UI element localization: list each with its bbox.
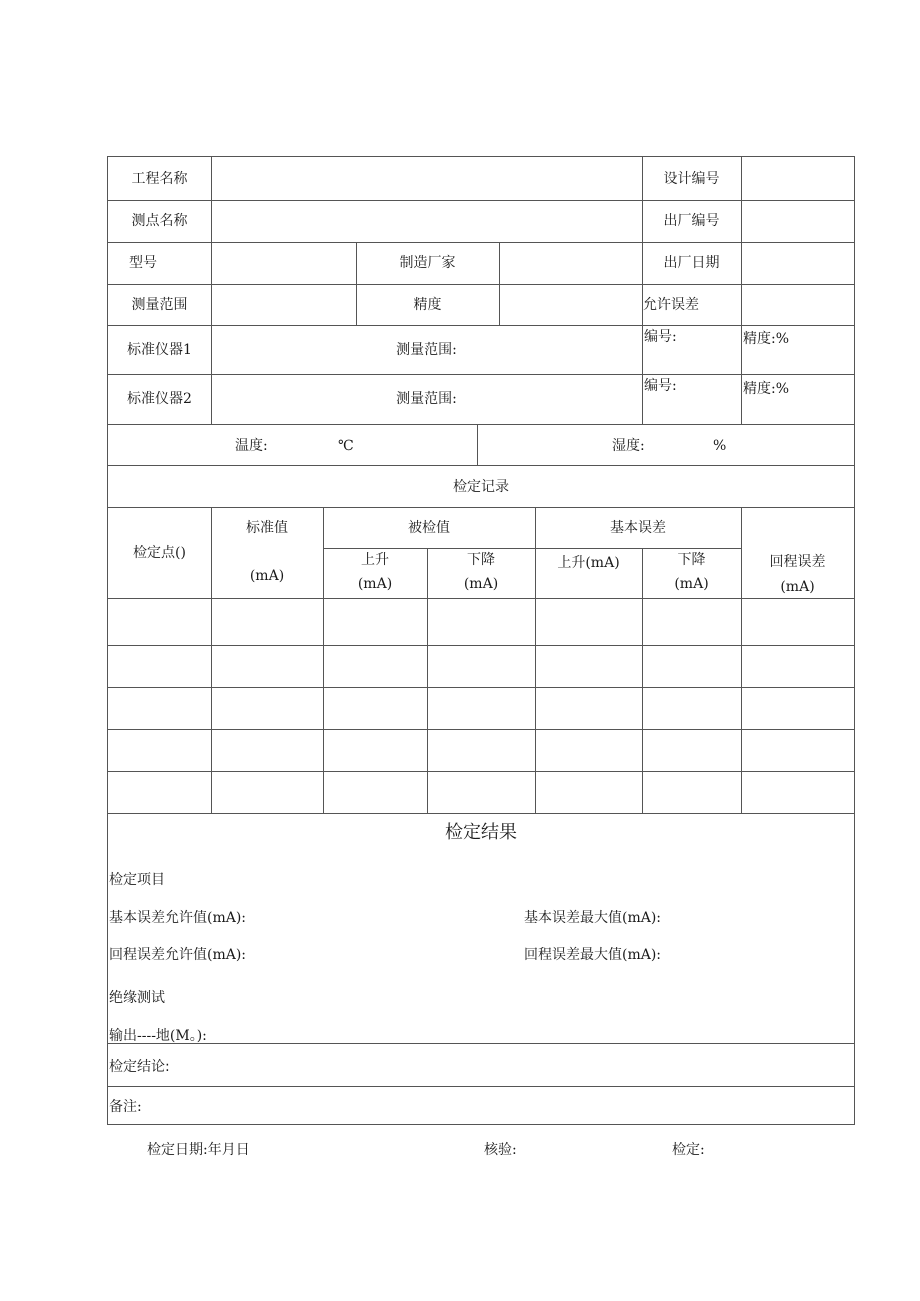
manufacturer-label: 制造厂家 <box>399 255 456 271</box>
tested-down-unit: (mA) <box>463 576 499 592</box>
col-divider <box>211 325 212 424</box>
insulation-heading: 绝缘测试 <box>109 990 165 1006</box>
col-divider <box>477 424 478 465</box>
tested-down-header: 下降 <box>467 552 495 568</box>
remark-label: 备注: <box>109 1099 142 1115</box>
col-tested-value-header: 被检值 <box>408 520 450 536</box>
row-divider <box>108 507 854 508</box>
precision-label: 精度 <box>413 297 442 313</box>
record-title: 检定记录 <box>453 479 509 495</box>
std1-label: 标准仪器1 <box>127 342 192 358</box>
row-divider <box>108 242 854 243</box>
col-std-unit: (mA) <box>249 568 285 584</box>
tested-up-header: 上升 <box>361 552 389 568</box>
tested-up-unit: (mA) <box>357 576 393 592</box>
factory-date-label: 出厂日期 <box>663 255 720 271</box>
std2-range-label: 测量范围: <box>396 391 457 407</box>
hyst-max-label: 回程误差最大值(mA): <box>524 947 662 963</box>
col-hysteresis-unit: (mA) <box>780 579 815 595</box>
row-divider <box>323 548 741 549</box>
row-divider <box>108 813 854 814</box>
std1-no-label: 编号: <box>644 329 677 345</box>
humidity-label: 湿度: <box>612 438 645 454</box>
row-divider <box>108 1043 854 1044</box>
row-divider <box>108 598 854 599</box>
row-divider <box>108 687 854 688</box>
temperature-label: 温度: <box>235 438 268 454</box>
col-divider <box>211 157 212 325</box>
check-label: 核验: <box>484 1142 517 1158</box>
std2-label: 标准仪器2 <box>127 391 192 407</box>
row-divider <box>108 200 854 201</box>
std1-precision-label: 精度:% <box>743 331 790 347</box>
row-divider <box>108 729 854 730</box>
project-name-label: 工程名称 <box>131 171 188 187</box>
row-divider <box>108 771 854 772</box>
items-heading: 检定项目 <box>109 872 165 888</box>
col-divider <box>741 200 742 325</box>
calibration-form <box>107 156 855 1125</box>
col-divider <box>535 507 536 813</box>
col-divider <box>499 242 500 325</box>
design-no-label: 设计编号 <box>663 171 720 187</box>
col-divider <box>211 507 212 813</box>
col-basic-error-header: 基本误差 <box>610 520 666 536</box>
col-hysteresis-header: 回程误差 <box>769 554 826 570</box>
hyst-allowed-label: 回程误差允许值(mA): <box>109 947 247 963</box>
basic-allowed-label: 基本误差允许值(mA): <box>109 910 247 926</box>
col-point-header: 检定点() <box>133 545 186 561</box>
col-divider <box>741 507 742 813</box>
point-name-label: 测点名称 <box>131 213 188 229</box>
basic-down-unit: (mA) <box>674 576 709 592</box>
col-std-value-header: 标准值 <box>246 520 288 536</box>
col-divider <box>741 325 742 424</box>
row-divider <box>108 465 854 466</box>
model-label: 型号 <box>129 255 157 271</box>
col-divider <box>642 157 643 424</box>
verify-label: 检定: <box>672 1142 705 1158</box>
col-divider <box>741 157 742 200</box>
factory-no-label: 出厂编号 <box>663 213 720 229</box>
basic-max-label: 基本误差最大值(mA): <box>524 910 662 926</box>
conclusion-label: 检定结论: <box>109 1059 170 1075</box>
result-title: 检定结果 <box>445 822 517 843</box>
humidity-unit: % <box>713 438 727 454</box>
std2-no-label: 编号: <box>644 378 677 394</box>
temperature-unit: ℃ <box>338 438 354 454</box>
basic-down-header: 下降 <box>677 552 706 568</box>
row-divider <box>108 284 854 285</box>
row-divider <box>108 424 854 425</box>
row-divider <box>108 325 854 326</box>
std2-precision-label: 精度:% <box>743 381 790 397</box>
allowed-error-label: 允许误差 <box>643 297 699 313</box>
basic-up-header: 上升(mA) <box>557 555 620 571</box>
std1-range-label: 测量范围: <box>396 342 457 358</box>
range-label: 测量范围 <box>131 297 188 313</box>
row-divider <box>108 374 854 375</box>
row-divider <box>108 1086 854 1087</box>
calibration-date-label: 检定日期:年月日 <box>147 1142 250 1158</box>
row-divider <box>108 645 854 646</box>
insulation-item: 输出----地(M。): <box>109 1028 207 1044</box>
